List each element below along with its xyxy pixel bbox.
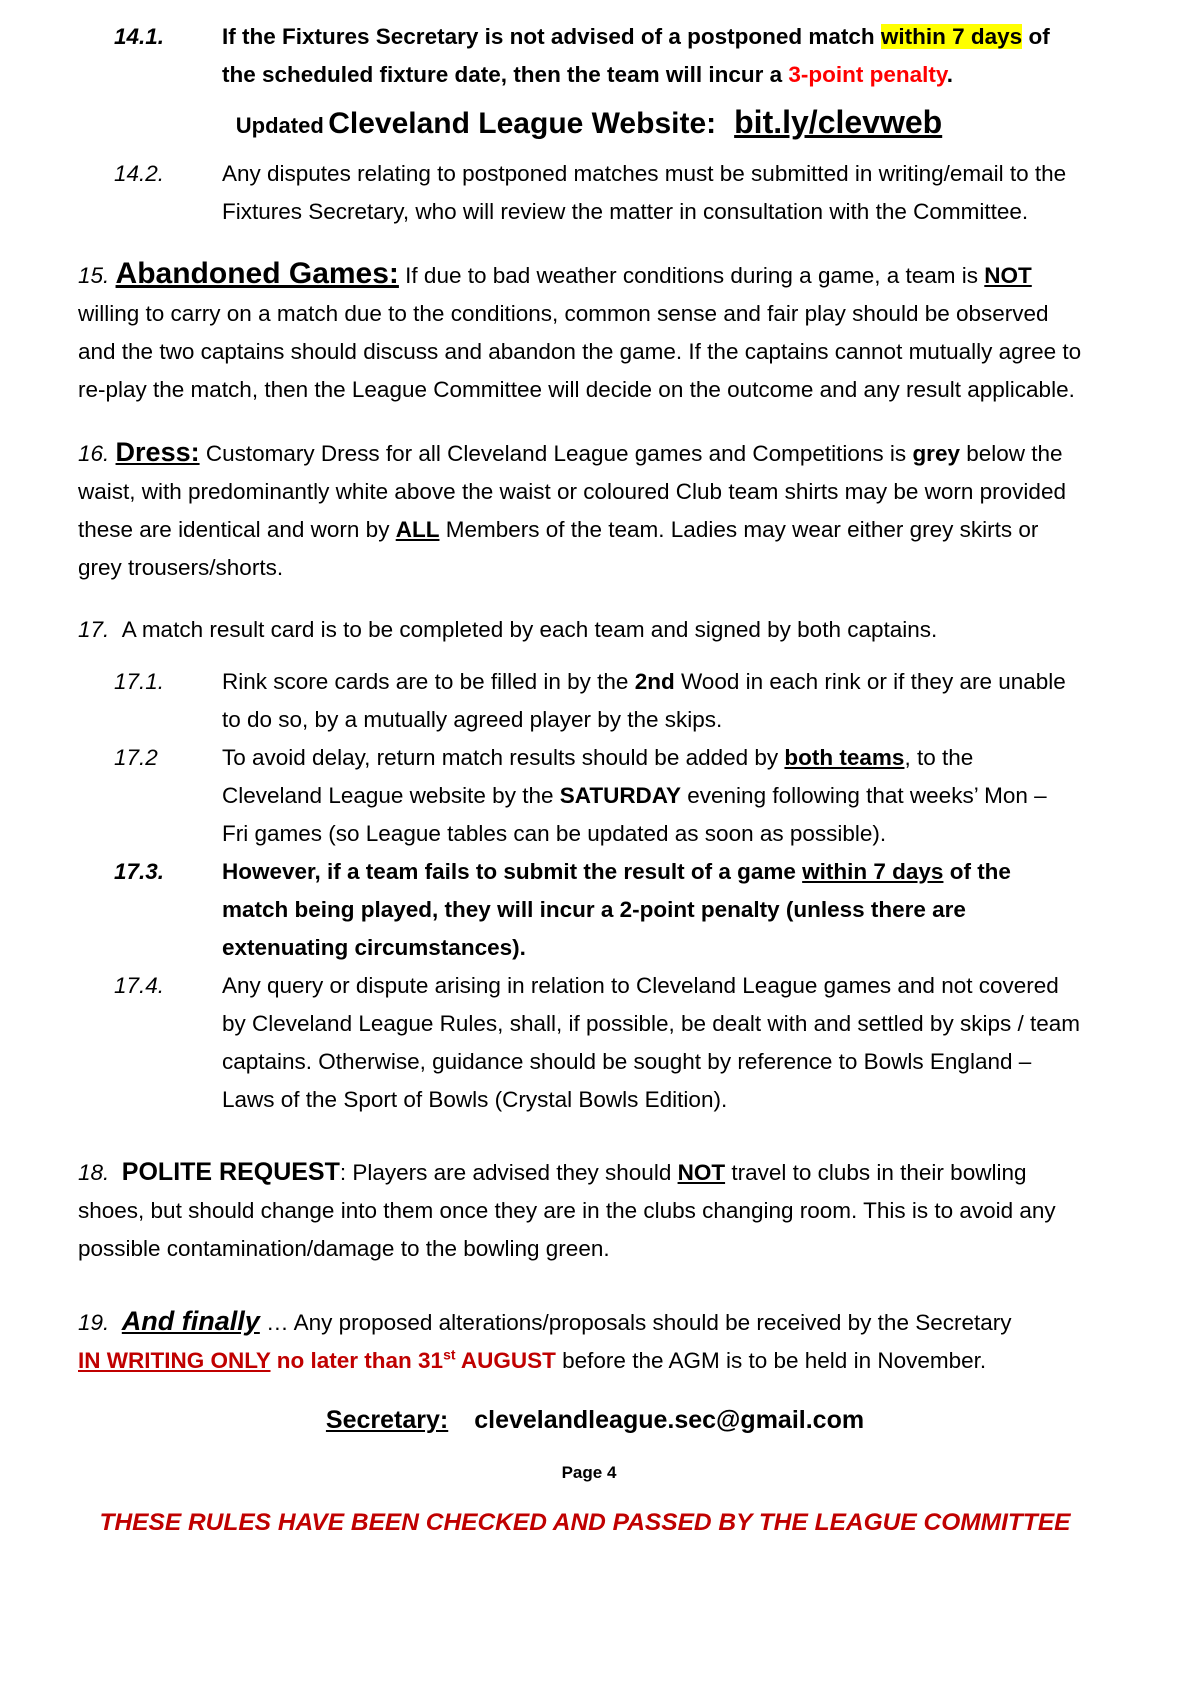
rule-17-2-number: 17.2 [114,745,158,770]
rule-16-number: 16. [78,441,110,466]
rule-16-heading: Dress: [115,437,200,467]
rule-15-heading: Abandoned Games: [115,257,399,290]
rule-18 [78,1153,1082,1268]
rule-17 [78,611,1082,649]
rule-19-red-bold-1: no later than 31 [270,1348,444,1373]
rule-19-text-1: … Any proposed alterations/proposals should be received by the Secretary [259,1310,1012,1335]
rule-17-2-text-1: To avoid delay, return match results should be added by [222,745,785,770]
rule-17-4-text: Any query or dispute arising in relation to Cleveland League games and not covered by Cleveland League Rules, shall, if possible, be dealt with and settled by skips / team captains. Otherwise, guidance should be sought by reference to Bowls England – Laws of the Sport of Bowls (Crystal Bowls Edition). [222,973,1080,1112]
secretary-contact [78,1406,1082,1435]
rule-14-2 [114,155,1082,231]
rule-14-2-number: 14.2. [114,161,165,186]
rule-17-2-text-3: evening following that weeks’ Mon – Fri games (so League tables can be updated as soon as possible). [222,783,1047,846]
page-number: Page 4 [561,1463,617,1482]
rule-17-3-emphasis: within 7 days [802,859,944,884]
rule-16 [78,433,1082,587]
rule-14-2-text: Any disputes relating to postponed matches must be submitted in writing/email to the Fixtures Secretary, who will review the matter in consultation with the Committee. [222,161,1067,224]
rule-18-emphasis: NOT [677,1160,726,1185]
rule-15-text-2: willing to carry on a match due to the conditions, common sense and fair play should be observed and the two captains should discuss and abandon the game. If the captains cannot mutually agree to re-play the match, then the League Committee will decide on the outcome and any result applicable. [78,301,1082,402]
rule-17-2-emphasis-both-teams: both teams [784,745,905,770]
rule-15-number: 15. [78,263,110,288]
rule-14-1-text-1: If the Fixtures Secretary is not advised of a postponed match [222,24,881,49]
rule-19-text-2: before the AGM is to be held in November. [555,1348,987,1373]
rule-19-number: 19. [78,1310,110,1335]
rule-17-2 [114,739,1057,853]
rule-19-heading: And finally [121,1306,260,1336]
rule-17-1-number: 17.1. [114,669,165,694]
website-url[interactable]: bit.ly/clevweb [734,104,943,140]
rule-14-1-text-2: of the scheduled fixture date, then the team will incur a [222,24,1050,87]
rule-17-1-text-1: Rink score cards are to be filled in by the [222,669,635,694]
rule-19-red-bold-2: AUGUST [455,1348,556,1373]
rule-17-1-emphasis: 2nd [634,669,675,694]
rule-14-1-number: 14.1. [114,24,165,49]
rule-17-1-text-2: Wood in each rink or if they are unable to do so, by a mutually agreed player by the skips. [222,669,1066,732]
rule-17-4-number: 17.4. [114,973,165,998]
rule-15 [78,255,1082,409]
rule-16-emphasis-grey: grey [912,441,960,466]
secretary-email[interactable]: clevelandleague.sec@gmail.com [474,1406,865,1434]
rule-17-3-text-2: of the match being played, they will incur a 2-point penalty (unless there are extenuating circumstances). [222,859,1011,960]
rule-17-3 [114,853,1072,967]
rule-15-emphasis: NOT [984,263,1032,288]
rule-19-red-superscript: st [443,1346,456,1363]
committee-approval-banner: THESE RULES HAVE BEEN CHECKED AND PASSED BY THE LEAGUE COMMITTEE [99,1509,1071,1536]
secretary-label: Secretary: [325,1406,449,1434]
rule-18-text-1: : Players are advised they should [339,1160,678,1185]
rule-18-text-2: travel to clubs in their bowling shoes, but should change into them once they are in the clubs changing room. This is to avoid any possible contamination/damage to the bowling green. [78,1160,1056,1261]
rule-14-1 [114,18,1082,94]
rule-17-4 [114,967,1082,1119]
rule-16-text-1: Customary Dress for all Cleveland League games and Competitions is [199,441,913,466]
rule-19 [78,1302,1082,1380]
rule-14-1-highlight: within 7 days [880,24,1023,49]
rule-17-2-emphasis-saturday: SATURDAY [559,783,682,808]
rule-18-number: 18. [78,1160,110,1185]
rule-14-1-penalty: 3-point penalty [788,62,947,87]
rule-16-text-2: below the waist, with predominantly white above the waist or coloured Club team shirts may be worn provided these are identical and worn by [78,441,1066,542]
rule-18-heading: POLITE REQUEST [121,1158,340,1186]
rule-16-emphasis-all: ALL [395,517,440,542]
website-label: Cleveland League Website: [328,107,717,140]
rule-15-text-1: If due to bad weather conditions during a game, a team is [398,263,985,288]
rule-14-1-text-3: . [946,62,953,87]
rule-19-red-underline: IN WRITING ONLY [78,1348,271,1373]
rule-17-2-text-2: , to the Cleveland League website by the [222,745,974,808]
website-updated-label: Updated [235,113,324,138]
rule-17-3-number: 17.3. [114,859,165,884]
rule-17-1 [114,663,1082,739]
rule-17-number: 17. [78,617,110,642]
rule-17-text: A match result card is to be completed by each team and signed by both captains. [121,617,938,642]
rule-16-text-3: Members of the team. Ladies may wear either grey skirts or grey trousers/shorts. [78,517,1039,580]
rule-17-3-text-1: However, if a team fails to submit the result of a game [222,859,803,884]
website-banner [78,104,1082,141]
